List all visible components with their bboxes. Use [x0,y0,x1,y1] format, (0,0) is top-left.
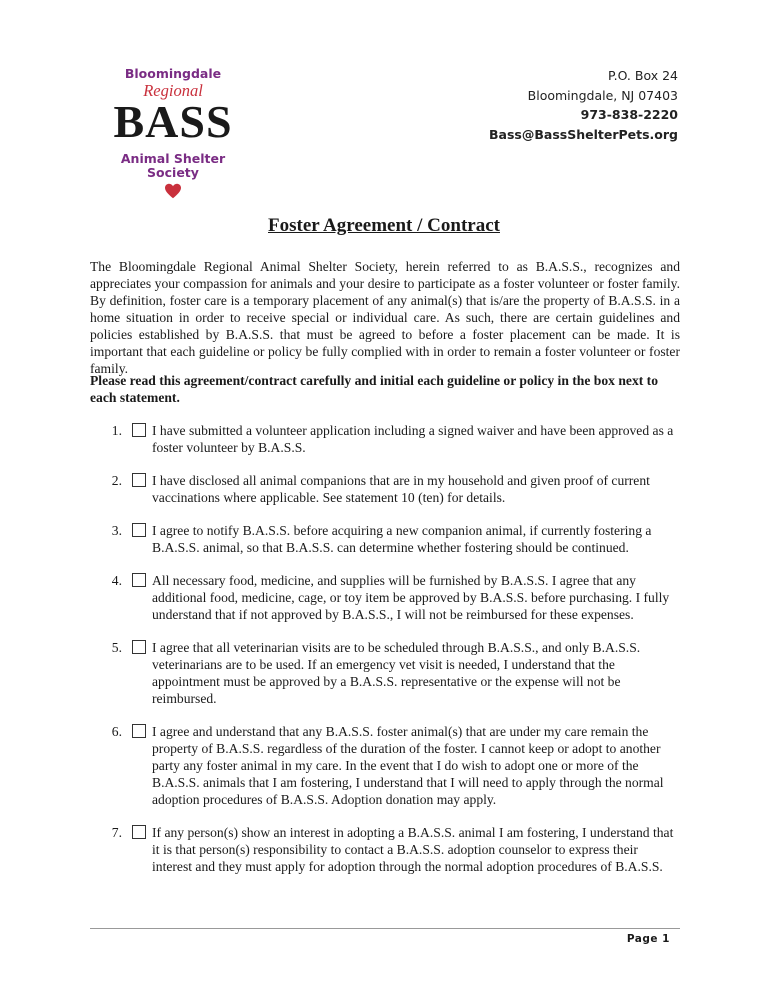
logo-animal-shelter-society [88,152,258,180]
item-number: 2. [111,473,122,488]
item-number: 4. [111,573,122,588]
agreement-item-3 [90,522,680,556]
instructions: Please read this agreement/contract carefully and initial each guideline or policy in the box next to each statement. [90,373,658,405]
logo-regional: Regional [143,81,203,100]
logo-animal-shelter: Animal Shelter [120,151,226,166]
footer-divider [90,928,680,929]
logo-society: Society [147,165,199,180]
logo-bass-wordmark: BASS [113,96,233,147]
agreement-item-6 [90,723,680,808]
agreement-item-1 [90,422,680,456]
item-number: 6. [111,724,122,739]
item-number: 5. [111,640,122,655]
agreement-item-7 [90,824,680,875]
initial-box[interactable] [132,640,146,654]
bass-logo [88,62,258,202]
initial-box[interactable] [132,825,146,839]
phone-number: 973-838-2220 [580,107,678,122]
heart-icon [164,183,182,199]
page-number: Page 1 [626,933,670,945]
agreement-item-5 [90,639,680,707]
item-text: All necessary food, medicine, and supplies will be furnished by B.A.S.S. I agree that any additional food, medicine, cage, or toy item be approved by B.A.S.S. before purchasing. I fully understand that if not approved by B.A.S.S., I will not be reimbursed for these expenses. [152,573,670,622]
item-number: 1. [111,423,122,438]
agreement-item-4 [90,572,680,623]
intro-paragraph: The Bloomingdale Regional Animal Shelter Society, herein referred to as B.A.S.S., recognizes and appreciates your compassion for animals and your desire to participate as a foster volunteer or foster family. By definition, foster care is a temporary placement of any animal(s) that is/are the property of B.A.S.S. in a home situation in order to receive special or individual care. As such, there are certain guidelines and policies established by B.A.S.S. that must be agreed to before a foster placement can be made. It is important that each guideline or policy be fully complied with in order to remain a foster volunteer or foster family. [90,259,680,376]
city-address: Bloomingdale, NJ 07403 [527,87,678,103]
item-text: I agree that all veterinarian visits are to be scheduled through B.A.S.S., and only B.A.S.S. veterinarians are to be used. If an emergency vet visit is needed, I understand that the appointment must be approved by a B.A.S.S. representative or the expense will not be reimbursed. [152,640,641,706]
item-number: 7. [111,825,122,840]
initial-box[interactable] [132,573,146,587]
po-box: P.O. Box 24 [608,68,678,83]
initial-box[interactable] [132,473,146,487]
initial-box[interactable] [132,423,146,437]
item-number: 3. [111,523,122,538]
item-text: I have disclosed all animal companions that are in my household and given proof of current vaccinations where applicable. See statement 10 (ten) for details. [152,473,650,505]
item-text: I agree to notify B.A.S.S. before acquiring a new companion animal, if currently fostering a B.A.S.S. animal, so that B.A.S.S. can determine whether fostering should be continued. [152,523,652,555]
document-title: Foster Agreement / Contract [268,215,500,236]
email-address[interactable]: Bass@BassShelterPets.org [489,126,678,142]
initial-box[interactable] [132,523,146,537]
contact-block [489,66,678,144]
item-text: I have submitted a volunteer application including a signed waiver and have been approved as a foster volunteer by B.A.S.S. [152,423,674,455]
item-text: I agree and understand that any B.A.S.S. foster animal(s) that are under my care remain the property of B.A.S.S. regardless of the duration of the foster. I cannot keep or adopt to another party any foster animal in my care. In the event that I do wish to adopt one or more of the B.A.S.S. animals that I am fostering, I understand that I will need to apply through the normal adoption procedures of B.A.S.S. Adoption donation may apply. [152,724,664,807]
item-text: If any person(s) show an interest in adopting a B.A.S.S. animal I am fostering, I understand that it is that person(s) responsibility to contact a B.A.S.S. adoption counselor to express their interest and they must apply for adoption through the normal adoption procedures of B.A.S.S. [152,825,674,874]
agreement-list [90,422,680,891]
logo-bloomingdale: Bloomingdale [124,66,222,81]
initial-box[interactable] [132,724,146,738]
agreement-item-2 [90,472,680,506]
